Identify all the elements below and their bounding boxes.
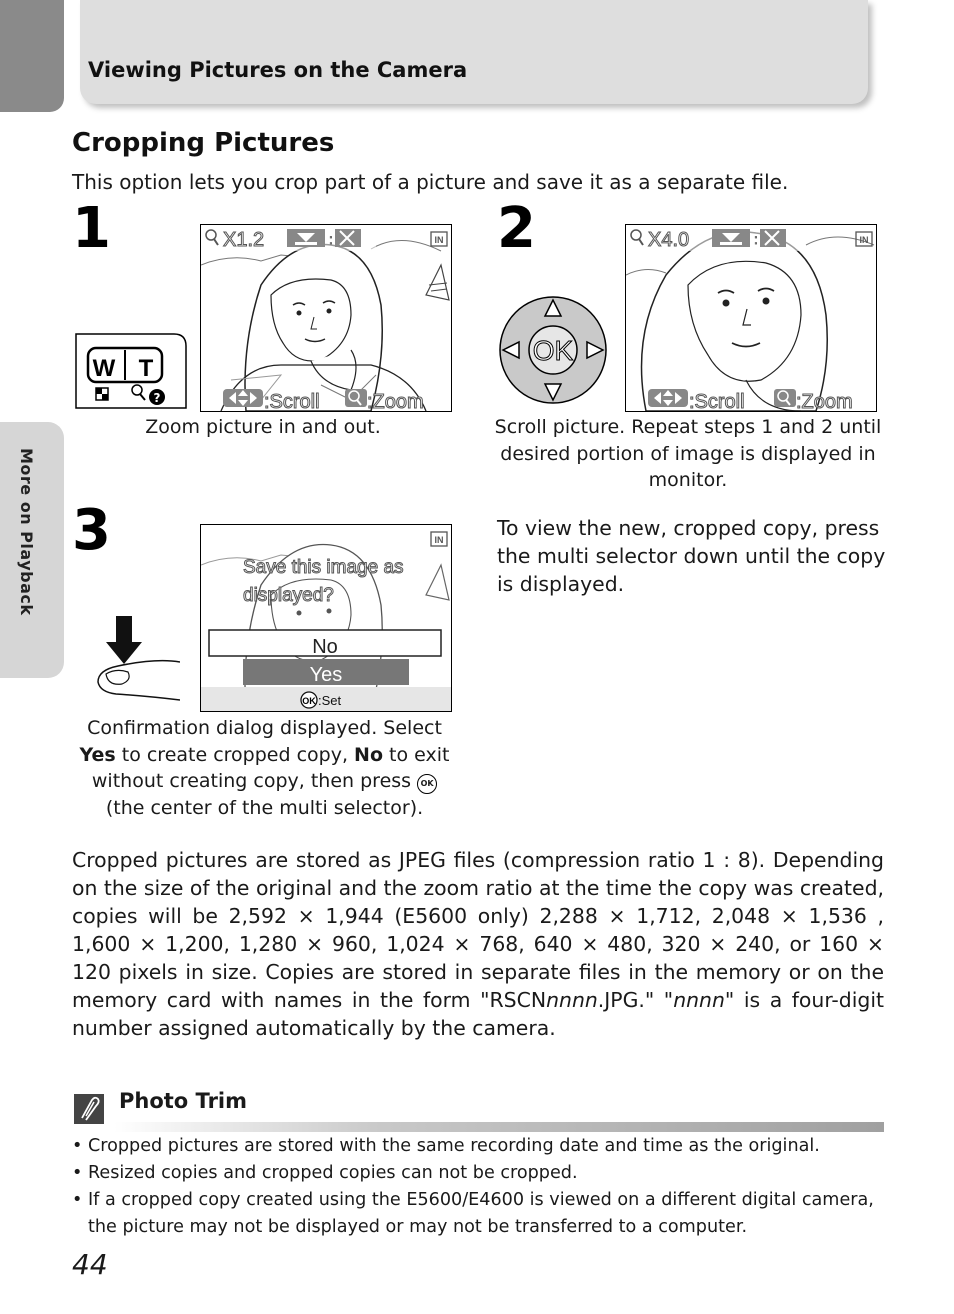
save-prompt-line-1: Save this image as — [243, 557, 404, 578]
screen-1-zoomed-picture — [200, 224, 452, 412]
memory-indicator: IN — [434, 235, 444, 245]
zoom-hint: :Zoom — [367, 391, 424, 411]
header-bar — [80, 0, 868, 104]
no-keyword: No — [354, 743, 384, 766]
scroll-hint: :Scroll — [264, 391, 320, 411]
tele-label: T — [138, 355, 154, 382]
body-paragraph: Cropped pictures are stored as JPEG files (compression ratio 1 : 8). Depending on the size of the original and the zoom ratio at the time the copy was created, copies will be 2,592 × 1,944 (E5600 only) 2,288 × 1,712, 2,048 × 1,536 , 1,600 × 1,200, 1,280 × 960, 1,024 × 768, 640 × 480, 320 × 240, or 160 × 120 pixels in size. Copies are stored in separate files in the memory or on the memory card with names in the form "RSCNnnnn.JPG." "nnnn" is a four-digit number assigned automatically by the camera. — [72, 848, 884, 1040]
ok-icon: OK — [417, 774, 437, 794]
yes-keyword: Yes — [79, 743, 116, 766]
header-tab — [0, 0, 64, 112]
set-hint: :Set — [318, 693, 342, 708]
note-title: Photo Trim — [119, 1089, 247, 1113]
zoom-ratio: X1.2 — [223, 229, 265, 251]
section-title: Cropping Pictures — [72, 128, 335, 158]
step-1-caption: Zoom picture in and out. — [145, 416, 381, 438]
side-tab-label: More on Playback — [17, 448, 36, 616]
note-bullets — [72, 1133, 892, 1241]
option-no: No — [312, 636, 338, 658]
zoom-lever-illustration — [74, 328, 188, 410]
arrow-down-icon — [106, 616, 142, 664]
note-icon — [74, 1094, 104, 1124]
note-divider — [114, 1122, 884, 1132]
step-1-number: 1 — [72, 196, 111, 261]
svg-text:?: ? — [153, 391, 161, 405]
zoom-ratio: X4.0 — [648, 229, 690, 251]
screen-2-scrolled-picture — [625, 224, 877, 412]
svg-text:OK: OK — [302, 696, 316, 706]
step-2-caption: Scroll picture. Repeat steps 1 and 2 until desired portion of image is displayed in monitor. — [494, 416, 882, 491]
step-3-caption: Confirmation dialog displayed. Select Yes to create cropped copy, No to exit without creating copy, then press OK (the center of the multi selector). — [79, 717, 450, 819]
screen-3-confirm-dialog — [200, 524, 452, 712]
list-item: • If a cropped copy created using the E5600/E4600 is viewed on a different digital camera, the picture may not be displayed or may not be transferred to a computer. — [72, 1190, 874, 1237]
page-number: 44 — [72, 1248, 108, 1281]
view-copy-text: To view the new, cropped copy, press the multi selector down until the copy is displayed. — [497, 516, 886, 596]
press-down-illustration — [96, 614, 180, 704]
wide-label: W — [92, 355, 116, 382]
zoom-hint: :Zoom — [796, 391, 853, 411]
svg-text::: : — [329, 231, 333, 247]
memory-indicator: IN — [859, 235, 869, 245]
multi-selector-illustration — [497, 294, 609, 406]
memory-indicator: IN — [434, 535, 444, 545]
step-3-number: 3 — [72, 498, 111, 563]
ok-button-label: OK — [532, 335, 574, 366]
list-item: • Cropped pictures are stored with the same recording date and time as the original. — [72, 1136, 820, 1156]
chapter-title: Viewing Pictures on the Camera — [88, 58, 468, 82]
svg-text::: : — [754, 231, 758, 247]
option-yes: Yes — [309, 664, 343, 686]
save-prompt-line-2: displayed? — [243, 585, 334, 606]
list-item: • Resized copies and cropped copies can not be cropped. — [72, 1163, 578, 1183]
step-2-number: 2 — [497, 196, 536, 261]
scroll-hint: :Scroll — [689, 391, 745, 411]
intro-text: This option lets you crop part of a picture and save it as a separate file. — [72, 170, 789, 194]
